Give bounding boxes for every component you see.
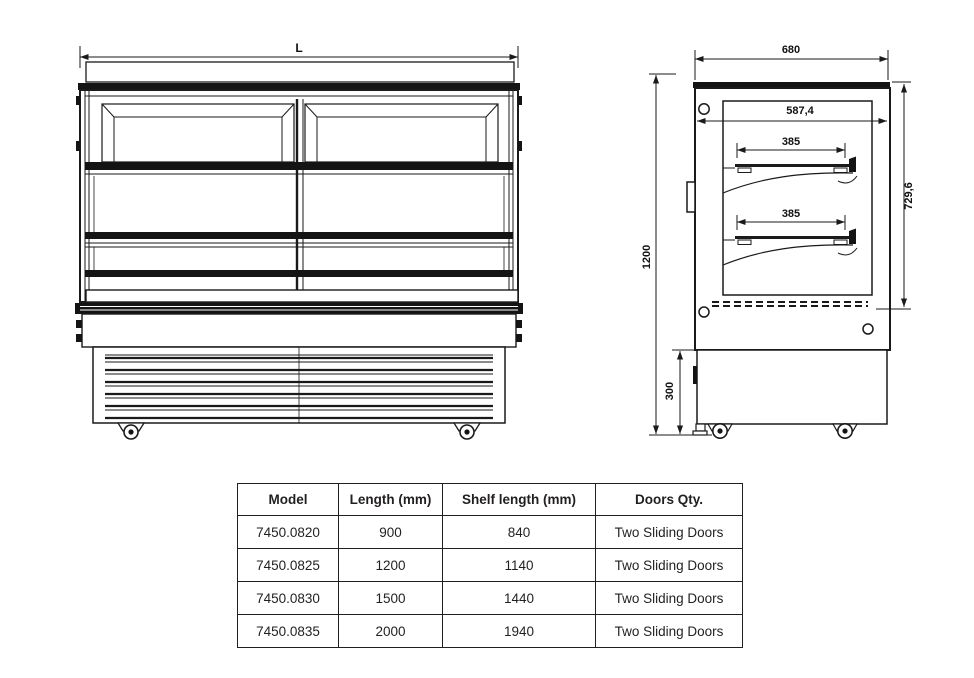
cell-shelf-length: 1940	[443, 615, 596, 648]
dim-label-length: L	[295, 41, 303, 55]
caster-side-right	[833, 424, 857, 438]
table-row	[238, 582, 743, 615]
cell-model: 7450.0830	[238, 582, 339, 615]
canopy-top	[86, 62, 514, 82]
dim-label-base-height: 300	[664, 381, 676, 401]
side-view	[641, 44, 915, 438]
dim-label-shelf2: 385	[781, 208, 801, 220]
cell-length: 1500	[339, 582, 443, 615]
dim-label-total-height: 1200	[641, 244, 653, 270]
cell-model: 7450.0820	[238, 516, 339, 549]
base-tab	[693, 366, 697, 384]
cell-shelf-length: 1440	[443, 582, 596, 615]
cell-length: 1200	[339, 549, 443, 582]
cell-doors-qty: Two Sliding Doors	[596, 549, 743, 582]
louvered-base	[93, 347, 505, 423]
cell-doors-qty: Two Sliding Doors	[596, 582, 743, 615]
dim-label-depth: 680	[781, 44, 801, 56]
top-trim-strip	[78, 83, 520, 90]
cell-doors-qty: Two Sliding Doors	[596, 516, 743, 549]
lower-trim-strip	[75, 303, 523, 314]
cell-length: 2000	[339, 615, 443, 648]
dim-base-height	[664, 350, 697, 434]
table-header-row	[238, 484, 743, 516]
col-header-model: Model	[238, 484, 339, 516]
table-row	[238, 549, 743, 582]
front-view	[75, 41, 523, 439]
dim-label-shelf1: 385	[781, 136, 801, 148]
cell-doors-qty: Two Sliding Doors	[596, 615, 743, 648]
cell-length: 900	[339, 516, 443, 549]
dim-depth	[695, 44, 888, 80]
caster-front-right	[454, 423, 480, 439]
col-header-shelf-length: Shelf length (mm)	[443, 484, 596, 516]
caster-front-left	[118, 423, 144, 439]
col-header-length: Length (mm)	[339, 484, 443, 516]
col-header-doors-qty: Doors Qty.	[596, 484, 743, 516]
bumper-band	[82, 314, 516, 347]
caster-side-left	[693, 424, 732, 438]
counter-band	[86, 290, 518, 302]
door-handle	[687, 182, 695, 212]
cell-model: 7450.0825	[238, 549, 339, 582]
dim-label-door-width: 587,4	[786, 105, 814, 117]
cell-model: 7450.0835	[238, 615, 339, 648]
dim-label-glass-height: 729,6	[903, 182, 915, 210]
table-row	[238, 516, 743, 549]
spec-table	[237, 483, 743, 648]
side-base	[697, 350, 887, 424]
cell-shelf-length: 840	[443, 516, 596, 549]
table-row	[238, 615, 743, 648]
cell-shelf-length: 1140	[443, 549, 596, 582]
